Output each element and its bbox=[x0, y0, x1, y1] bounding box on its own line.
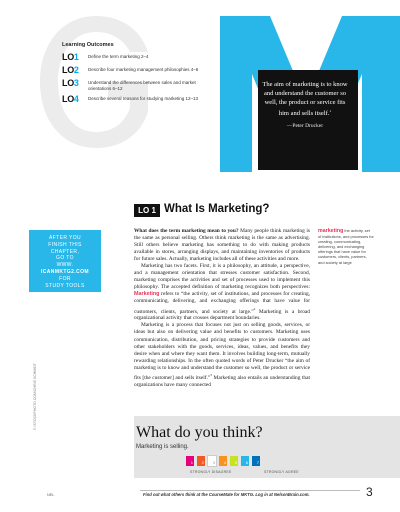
callout-url[interactable]: ICANMKTG2.COM bbox=[41, 268, 89, 275]
rating-scale bbox=[186, 456, 263, 466]
quote-text: The aim of marketing is to know and understand the customer so well, the product or service fits him and sells itself. bbox=[262, 81, 348, 118]
lo-digit: 2 bbox=[73, 65, 79, 75]
lo-prefix: LO bbox=[62, 52, 74, 62]
learning-outcome-text: Understand the differences between sales and market orientations 6–12 bbox=[88, 80, 196, 91]
body-paragraph bbox=[134, 322, 310, 388]
callout-line: FOR bbox=[59, 275, 71, 282]
scale-high-label: STRONGLY AGREE bbox=[264, 470, 299, 474]
page-number: 3 bbox=[366, 485, 373, 499]
body-paragraph bbox=[134, 228, 310, 263]
lo-digit: 3 bbox=[73, 78, 79, 88]
section-title: What Is Marketing? bbox=[164, 203, 270, 215]
learning-outcome-text: Describe several reasons for studying marketing 12–13 bbox=[88, 96, 199, 102]
poll-title: What do you think? bbox=[136, 424, 263, 441]
learning-outcome-number bbox=[62, 53, 88, 62]
lead-question: What does the term marketing mean to you? bbox=[134, 228, 239, 234]
lo-prefix: LO bbox=[62, 78, 74, 88]
scale-low-label: STRONGLY DISAGREE bbox=[190, 470, 232, 474]
key-term: Marketing bbox=[134, 291, 160, 298]
callout-line: STUDY TOOLS bbox=[45, 282, 85, 289]
learning-outcomes-title: Learning Outcomes bbox=[62, 42, 114, 48]
pull-quote bbox=[262, 80, 348, 131]
learning-outcome-text: Describe four marketing management philosophies 4–6 bbox=[88, 67, 199, 72]
callout-line: GO TO bbox=[56, 255, 74, 262]
definition-text: the activity, set of institutions, and processes for creating, communicating, delivering, and exchanging offerings that have value for customers, clients, partners, and society at large bbox=[318, 228, 374, 265]
study-tools-callout[interactable] bbox=[29, 230, 101, 292]
photo-credit: © ISTOCKPHOTO.COM/CHRIS SCHMIDT bbox=[33, 363, 37, 430]
paragraph-text: Marketing also entails an understanding that organizations have many connected bbox=[134, 374, 310, 388]
rating-option[interactable]: 4 bbox=[219, 456, 227, 466]
lo-digit: 1 bbox=[73, 52, 79, 62]
paragraph-text: Marketing is a broad organizational activity that crosses department boundaries. bbox=[134, 308, 310, 322]
rating-option[interactable]: 5 bbox=[230, 456, 238, 466]
rating-option[interactable]: 6 bbox=[241, 456, 249, 466]
quote-footnote-marker: 1 bbox=[329, 109, 332, 113]
quote-author: —Peter Drucker bbox=[286, 123, 324, 130]
lo-prefix: LO bbox=[62, 65, 74, 75]
poll-statement: Marketing is selling. bbox=[136, 444, 189, 450]
learning-outcome-item bbox=[62, 53, 200, 62]
learning-outcome-item bbox=[62, 66, 200, 75]
paragraph-text: Marketing has two facets. First, it is a philosophy, an attitude, a perspective, and a management orientation that stresses customer satisfaction. Second, marketing comprises the activities and set of processes used to implement this philosophy. The accepted definition of marketing recognizes both perspectives: bbox=[134, 263, 310, 291]
learning-outcomes bbox=[62, 42, 200, 108]
lo-digit: 4 bbox=[73, 94, 79, 105]
learning-outcome-item bbox=[62, 95, 200, 104]
rating-option[interactable]: 3 bbox=[208, 456, 216, 466]
rating-option[interactable]: 2 bbox=[197, 456, 205, 466]
learning-outcome-number bbox=[62, 95, 88, 104]
body-paragraph bbox=[134, 263, 310, 322]
learning-outcome-text: Define the term marketing 2–4 bbox=[88, 54, 149, 59]
definition-term: marketing bbox=[318, 228, 344, 234]
publisher-mark: NEL bbox=[47, 493, 55, 497]
footnote-marker: 2 bbox=[253, 306, 256, 311]
rating-option[interactable]: 1 bbox=[186, 456, 194, 466]
definition-text: refers to “the activity, set of institutions, and processes for creating, communicating, delivering, and exchanging offerings that have value for customers, clients, partners, and society at large.” bbox=[134, 291, 310, 315]
learning-outcome-number bbox=[62, 66, 88, 75]
callout-line: FINISH THIS bbox=[48, 241, 82, 248]
section-lo-badge: LO 1 bbox=[134, 204, 160, 217]
learning-outcome-number bbox=[62, 79, 88, 88]
body-text bbox=[134, 228, 310, 389]
footer-divider bbox=[140, 490, 360, 491]
lo-prefix: LO bbox=[62, 94, 74, 105]
learning-outcome-item bbox=[62, 79, 200, 91]
footnote-marker: 3 bbox=[210, 372, 213, 377]
callout-line: AFTER YOU bbox=[48, 235, 82, 241]
callout-line: CHAPTER, bbox=[50, 248, 80, 255]
callout-line: WWW. bbox=[56, 262, 74, 269]
rating-option[interactable]: 7 bbox=[252, 456, 260, 466]
paragraph-text: Many people think marketing is the same as personal selling. Others think marketing is the same as advertising. Still others believe marketing has something to do with making products available in stores, arranging displays, and maintaining inventories of products for future sales. Actually, marketing includes all of these activities and more. bbox=[134, 228, 311, 263]
margin-definition bbox=[318, 228, 374, 265]
footer-text: Find out what others think at the CourseMate for MKTG. Log in at NelsonBrain.com. bbox=[143, 492, 310, 497]
paragraph-text: Marketing is a process that focuses not just on selling goods, services, or ideas but also on delivering value and benefits to customers. Marketing uses communication, distribution, and pricing strategies to provide customers and other stakeholders with the goods, services, ideas, values, and benefits they desire when and where they want them. It involves building long-term, mutually rewarding relationships. In the often quoted words of Peter Drucker “the aim of marketing is to know and understand the customer so well, the product or service fits [the customer] and sells itself.” bbox=[134, 322, 310, 381]
